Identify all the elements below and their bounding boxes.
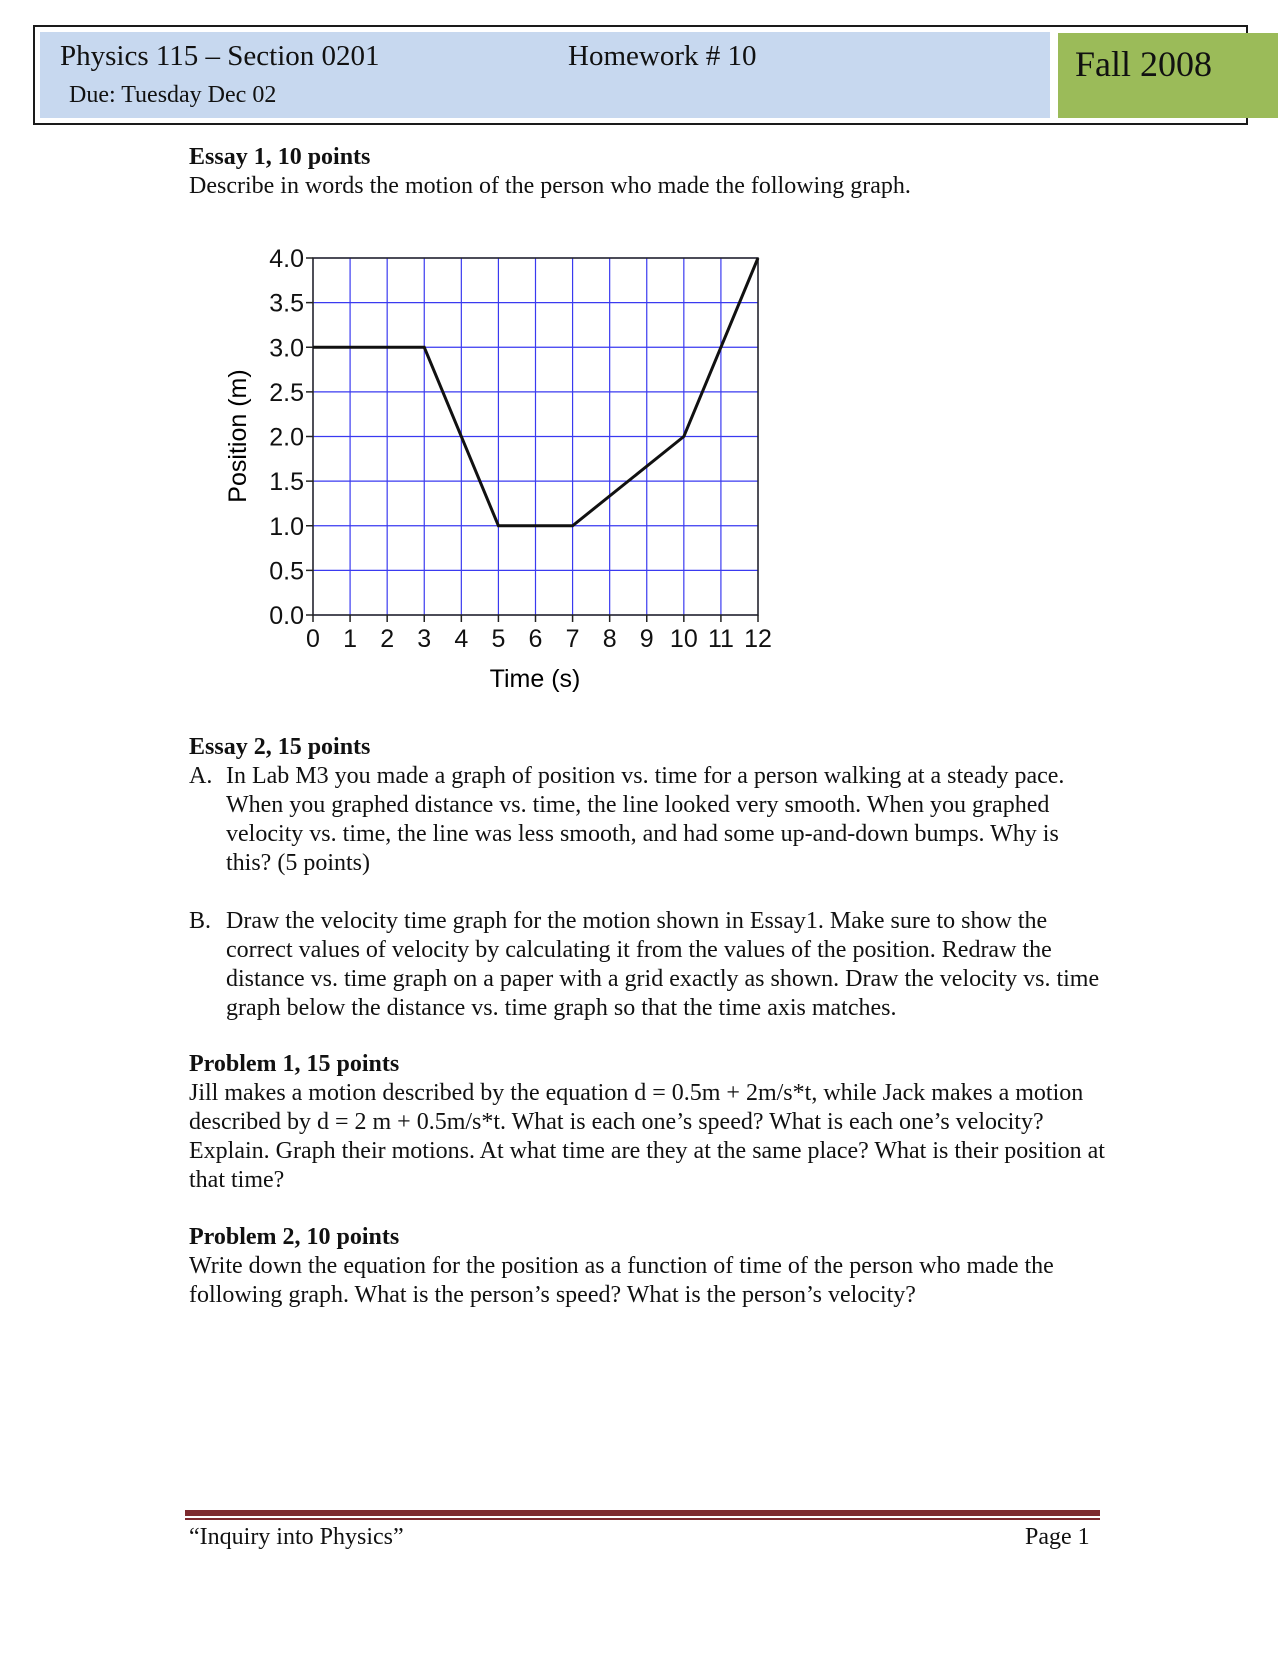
y-tick-label: 3.0 — [269, 334, 304, 363]
y-tick-label: 4.0 — [269, 245, 304, 273]
essay2-section — [189, 733, 1109, 1023]
part-b-text: Draw the velocity time graph for the motion shown in Essay1. Make sure to show the correct values of velocity by calculating it from the values of the position. Redraw the distance vs. time graph on a paper with a grid exactly as shown. Draw the velocity vs. time graph below the distance vs. time graph so that the time axis matches. — [226, 908, 1100, 1021]
x-tick-label: 0 — [306, 625, 320, 653]
x-tick-label: 5 — [491, 625, 506, 653]
y-tick-label: 3.5 — [269, 289, 304, 318]
y-tick-label: 1.5 — [269, 468, 304, 497]
essay2-part-b — [189, 907, 1109, 1023]
x-tick-label: 12 — [744, 625, 772, 653]
essay1-section — [189, 143, 1109, 201]
y-tick-label: 2.0 — [269, 423, 304, 452]
term-label: Fall 2008 — [1075, 44, 1213, 84]
x-tick-label: 10 — [669, 625, 698, 653]
y-axis-label: Position (m) — [224, 369, 252, 503]
problem1-title: Problem 1, 15 points — [189, 1051, 400, 1077]
due-date: Due: Tuesday Dec 02 — [69, 82, 277, 108]
x-axis-label: Time (s) — [489, 665, 581, 693]
y-tick-label: 0.0 — [269, 602, 304, 630]
footer-rule — [185, 1510, 1100, 1516]
chart-axes — [269, 245, 772, 653]
x-tick-label: 7 — [565, 625, 580, 653]
part-a-letter: A. — [189, 763, 213, 789]
position-time-chart — [205, 235, 785, 695]
part-b-letter: B. — [189, 908, 212, 934]
x-tick-label: 6 — [528, 625, 543, 653]
page-header — [33, 25, 1248, 125]
essay2-part-a — [189, 762, 1109, 878]
x-tick-label: 9 — [639, 625, 654, 653]
problem2-title: Problem 2, 10 points — [189, 1224, 400, 1250]
essay2-title: Essay 2, 15 points — [189, 734, 371, 760]
essay1-title: Essay 1, 10 points — [189, 144, 371, 170]
x-tick-label: 3 — [417, 625, 432, 653]
problem1-text: Jill makes a motion described by the equation d = 0.5m + 2m/s*t, while Jack makes a motion described by d = 2 m + 0.5m/s*t. What is each one’s speed? What is each one’s velocity? Explain. Graph their motions. At what time are they at the same place? What is their position at that time? — [189, 1080, 1105, 1193]
footer-rule-thin — [185, 1518, 1100, 1520]
y-tick-label: 2.5 — [269, 378, 304, 407]
footer-course-name: “Inquiry into Physics” — [189, 1524, 404, 1550]
y-tick-label: 0.5 — [269, 557, 304, 586]
course-title: Physics 115 – Section 0201 — [60, 40, 380, 72]
x-tick-label: 2 — [380, 625, 395, 653]
header-title-band — [40, 32, 1050, 118]
x-tick-label: 8 — [602, 625, 617, 653]
problem1-section — [189, 1050, 1109, 1195]
header-term-band — [1058, 33, 1278, 118]
page-number: Page 1 — [1025, 1524, 1090, 1550]
x-tick-label: 11 — [707, 625, 734, 653]
part-a-text: In Lab M3 you made a graph of position vs. time for a person walking at a steady pace. When you graphed distance vs. time, the line looked very smooth. When you graphed velocity vs. time, the line was less smooth, and had some up-and-down bumps. Why is this? (5 points) — [226, 763, 1065, 876]
essay1-text: Describe in words the motion of the person who made the following graph. — [189, 173, 911, 199]
homework-number: Homework # 10 — [568, 40, 757, 72]
problem2-section — [189, 1223, 1109, 1310]
x-tick-label: 1 — [343, 625, 358, 653]
problem2-text: Write down the equation for the position as a function of time of the person who made the following graph. What is the person’s speed? What is the person’s velocity? — [189, 1253, 1054, 1308]
y-tick-label: 1.0 — [269, 512, 304, 541]
chart-grid — [313, 258, 758, 615]
x-tick-label: 4 — [454, 625, 469, 653]
